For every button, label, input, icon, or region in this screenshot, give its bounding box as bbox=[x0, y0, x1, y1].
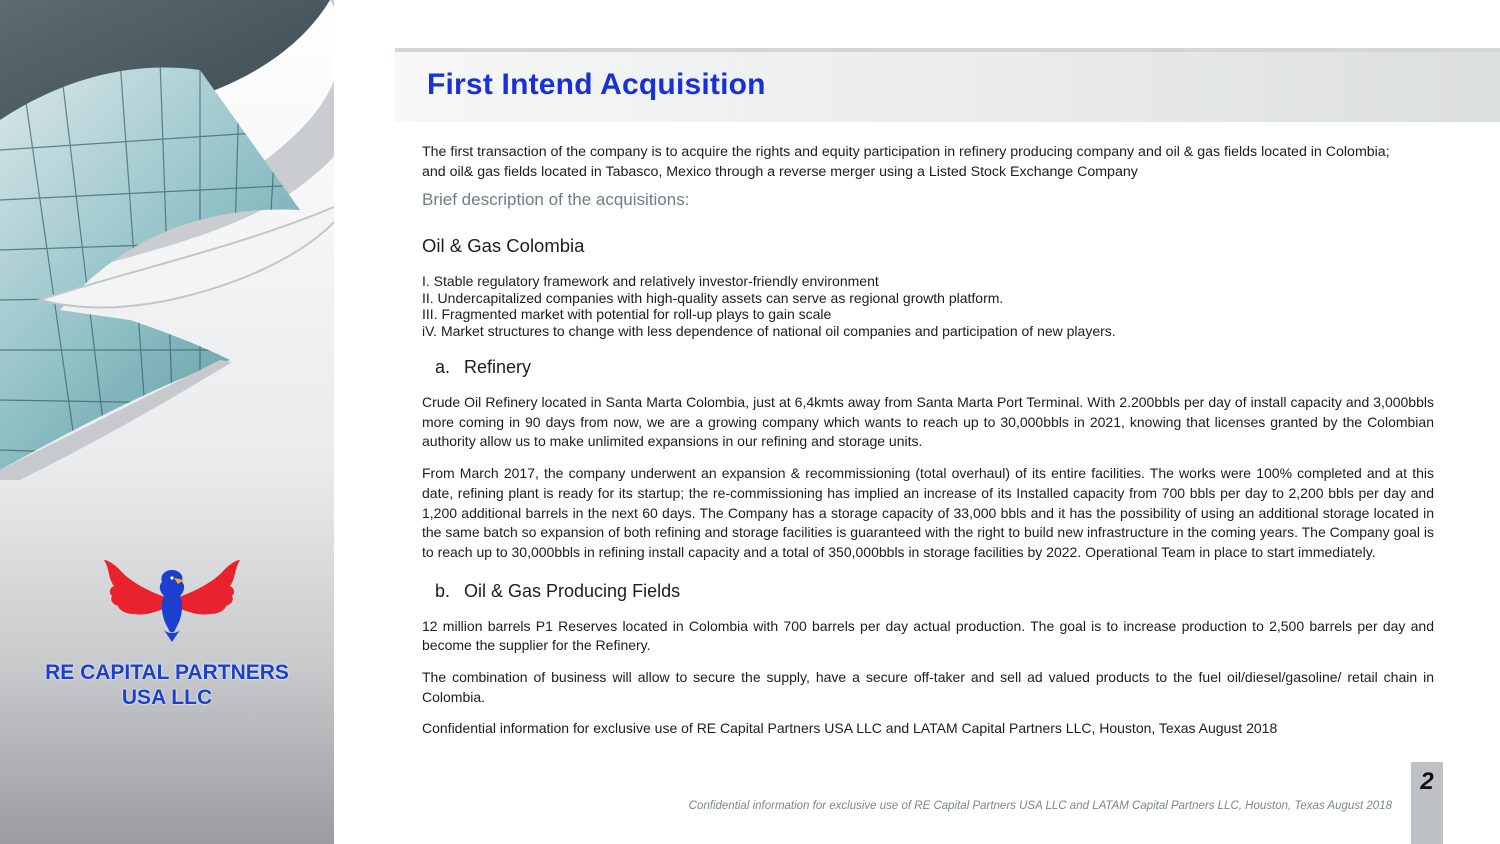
main-content bbox=[422, 142, 1434, 739]
list-item: I. Stable regulatory framework and relatively investor-friendly environment bbox=[422, 273, 879, 289]
intro-paragraph: The first transaction of the company is to acquire the rights and equity participation in refinery producing company and oil & gas fields located in Colombia; and oil& gas fields located in Tabasco, Mexico through a reverse merger using a Listed Stock Exchange Company bbox=[422, 144, 1390, 180]
refinery-paragraph-1: Crude Oil Refinery located in Santa Marta Colombia, just at 6,4kmts away from Santa Marta Port Terminal. With 2.200bbls per day of install capacity and 3,000bbls more coming in 90 days from now, we are a growing company which wants to reach up to 30,000bbls in 2021, knowing that licenses granted by the Colombian authority allow us to make unlimited expansions in our refining and storage units. bbox=[422, 394, 1434, 450]
fields-paragraph-2: The combination of business will allow to secure the supply, have a secure off-taker and sell ad valued products to the fuel oil/diesel/gasoline/ retail chain in Colombia. bbox=[422, 669, 1434, 705]
section-title: Oil & Gas Colombia bbox=[422, 235, 585, 256]
colombia-points-list bbox=[422, 273, 1434, 339]
page-number: 2 bbox=[1420, 768, 1434, 795]
fields-heading-text: Oil & Gas Producing Fields bbox=[464, 580, 681, 601]
glass-building-swoosh-image bbox=[0, 0, 334, 480]
fields-heading bbox=[435, 579, 1434, 603]
eagle-logo-icon bbox=[100, 552, 244, 644]
footer-note: Confidential information for exclusive use of RE Capital Partners USA LLC and LATAM Capital Partners LLC, Houston, Texas August 2018 bbox=[688, 800, 1392, 812]
refinery-heading bbox=[435, 355, 1434, 379]
fields-paragraph-1: 12 million barrels P1 Reserves located in Colombia with 700 barrels per day actual production. The goal is to increase production to 2,500 barrels per day and become the supplier for the Refinery. bbox=[422, 617, 1434, 654]
page-title: First Intend Acquisition bbox=[427, 68, 766, 101]
refinery-heading-text: Refinery bbox=[464, 357, 532, 377]
list-item: II. Undercapitalized companies with high-quality assets can serve as regional growth platform. bbox=[422, 289, 1004, 306]
page-number-box bbox=[1411, 762, 1443, 844]
refinery-marker: a. bbox=[435, 357, 451, 377]
company-name-line2: USA LLC bbox=[121, 686, 213, 709]
company-name-line1: RE CAPITAL PARTNERS bbox=[45, 661, 289, 684]
fields-marker: b. bbox=[435, 580, 451, 601]
list-item: III. Fragmented market with potential for roll-up plays to gain scale bbox=[422, 306, 832, 322]
brief-label: Brief description of the acquisitions: bbox=[422, 190, 690, 209]
refinery-paragraph-2: From March 2017, the company underwent an expansion & recommissioning (total overhaul) of its entire facilities. The works were 100% completed and at this date, refining plant is ready for its startup; the re-commissioning has implied an increase of its Installed capacity from 700 bbls per day to 2,200 bbls per day and 1,200 additional barrels in the next 60 days. The Company has a storage capacity of 33,000 bbls and it has the possibility of using an additional storage located in the same batch so expansion of both refining and storage facilities is guaranteed with the right to build new infrastructure in the coming years. The Company goal is to reach up to 30,000bbls in refining install capacity and a total of 350,000bbls in storage facilities by 2022. Operational Team in place to start immediately. bbox=[422, 465, 1434, 560]
left-panel bbox=[0, 0, 334, 844]
confidential-paragraph: Confidential information for exclusive use of RE Capital Partners USA LLC and LATAM Capital Partners LLC, Houston, Texas August 2018 bbox=[422, 720, 1278, 737]
list-item: iV. Market structures to change with less dependence of national oil companies and participation of new players. bbox=[422, 322, 1116, 339]
